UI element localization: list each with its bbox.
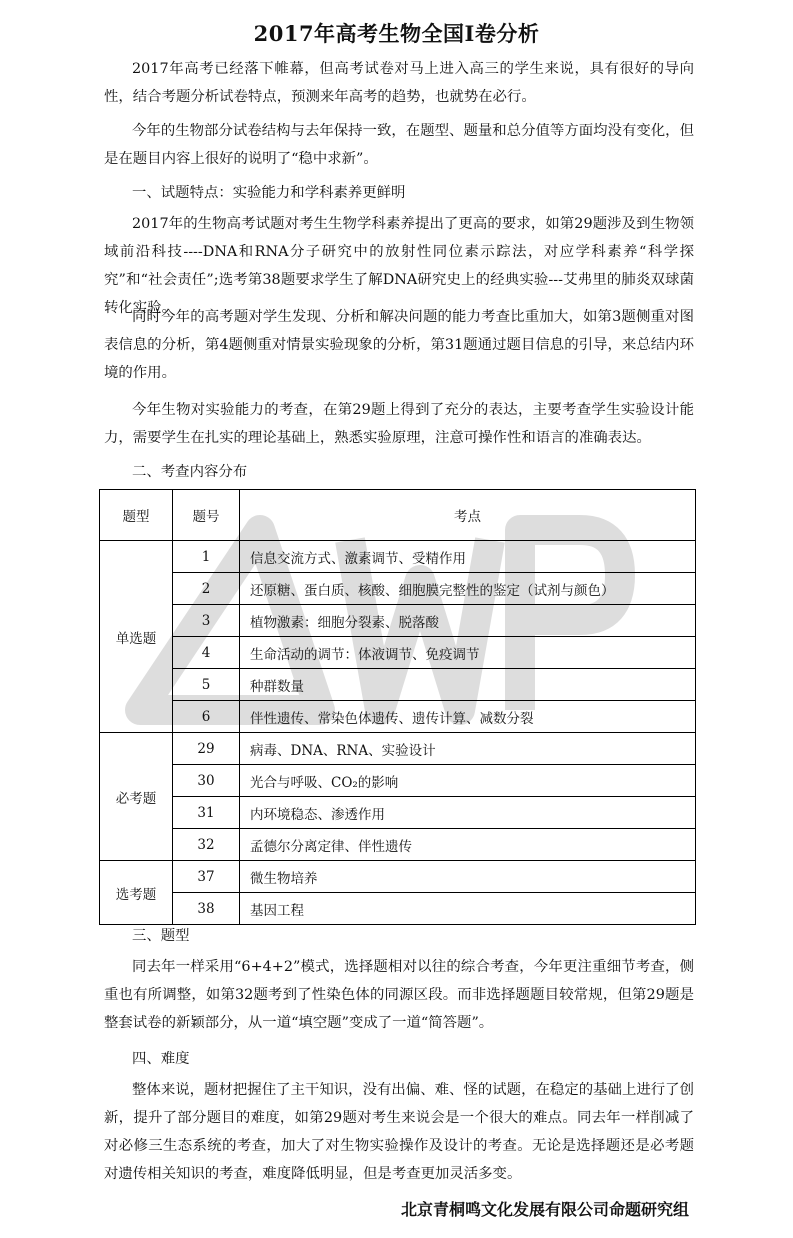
question-point: 信息交流方式、激素调节、受精作用 [240, 541, 696, 573]
header-point: 考点 [240, 490, 696, 541]
intro-paragraph-2: 今年的生物部分试卷结构与去年保持一致，在题型、题量和总分值等方面均没有变化，但是在题目内容上很好的说明了“稳中求新”。 [104, 123, 694, 167]
question-point: 还原糖、蛋白质、核酸、细胞膜完整性的鉴定（试剂与颜色） [240, 573, 696, 605]
intro-paragraph-1: 2017年高考已经落下帷幕，但高考试卷对马上进入高三的学生来说，具有很好的导向性，结合考题分析试卷特点，预测来年高考的趋势，也就势在必行。 [104, 61, 694, 105]
question-point: 孟德尔分离定律、伴性遗传 [240, 829, 696, 861]
table-row [100, 733, 696, 765]
question-number: 3 [173, 605, 240, 637]
question-point: 内环境稳态、渗透作用 [240, 797, 696, 829]
question-point: 光合与呼吸、CO₂的影响 [240, 765, 696, 797]
question-number: 30 [173, 765, 240, 797]
group-elective: 选考题 [100, 861, 173, 925]
paragraph-question-types: 同去年一样采用“6+4+2”模式，选择题相对以往的综合考查，今年更注重细节考查，侧重也有所调整，如第32题考到了性染色体的同源区段。而非选择题题目较常规，但第29题是整套试卷的新颖部分，从一道“填空题”变成了一道“简答题”。 [104, 959, 694, 1031]
question-number: 37 [173, 861, 240, 893]
table-row [100, 861, 696, 893]
question-number: 38 [173, 893, 240, 925]
question-number: 32 [173, 829, 240, 861]
question-number: 31 [173, 797, 240, 829]
paragraph-difficulty: 整体来说，题材把握住了主干知识，没有出偏、难、怪的试题，在稳定的基础上进行了创新，提升了部分题目的难度，如第29题对考生来说会是一个很大的难点。同去年一样削减了对必修三生态系统的考查，加大了对生物实验操作及设计的考查。无论是选择题还是必考题对遗传相关知识的考查，难度降低明显，但是考查更加灵活多变。 [104, 1082, 694, 1182]
table-row [100, 829, 696, 861]
table-row [100, 765, 696, 797]
table-row [100, 541, 696, 573]
question-point: 植物激素：细胞分裂素、脱落酸 [240, 605, 696, 637]
paragraph-features: 2017年的生物高考试题对考生生物学科素养提出了更高的要求，如第29题涉及到生物领域前沿科技----DNA和RNA分子研究中的放射性同位素示踪法，对应学科素养“科学探究”和“社会责任”;选考第38题要求学生了解DNA研究史上的经典实验---艾弗里的肺炎双球菌转化实验。 [104, 216, 694, 316]
table-row [100, 669, 696, 701]
paragraph-experiment: 今年生物对实验能力的考查，在第29题上得到了充分的表达，主要考查学生实验设计能力，需要学生在扎实的理论基础上，熟悉实验原理，注意可操作性和语言的准确表达。 [104, 402, 694, 446]
table-row [100, 605, 696, 637]
question-number: 5 [173, 669, 240, 701]
group-single-choice: 单选题 [100, 541, 173, 733]
paragraph-ability: 同时今年的高考题对学生发现、分析和解决问题的能力考查比重加大，如第3题侧重对图表信息的分析，第4题侧重对情景实验现象的分析，第31题通过题目信息的引导，来总结内环境的作用。 [104, 309, 694, 381]
table-header-row [100, 490, 696, 541]
header-type: 题型 [100, 490, 173, 541]
question-point: 种群数量 [240, 669, 696, 701]
table-row [100, 573, 696, 605]
question-point: 病毒、DNA、RNA、实验设计 [240, 733, 696, 765]
question-number: 6 [173, 701, 240, 733]
table-row [100, 701, 696, 733]
question-number: 29 [173, 733, 240, 765]
group-required: 必考题 [100, 733, 173, 861]
question-number: 2 [173, 573, 240, 605]
section-heading-3: 三、题型 [132, 928, 190, 944]
table-row [100, 797, 696, 829]
question-point: 生命活动的调节：体液调节、免疫调节 [240, 637, 696, 669]
question-number: 4 [173, 637, 240, 669]
table-row [100, 637, 696, 669]
question-number: 1 [173, 541, 240, 573]
content-distribution-table [99, 489, 696, 925]
header-number: 题号 [173, 490, 240, 541]
section-heading-1: 一、试题特点：实验能力和学科素养更鲜明 [132, 185, 406, 201]
question-point: 基因工程 [240, 893, 696, 925]
question-point: 伴性遗传、常染色体遗传、遗传计算、减数分裂 [240, 701, 696, 733]
section-heading-2: 二、考查内容分布 [132, 464, 248, 480]
page-title: 2017年高考生物全国Ⅰ卷分析 [253, 21, 540, 46]
footer-organization: 北京青桐鸣文化发展有限公司命题研究组 [400, 1200, 689, 1219]
table-row [100, 893, 696, 925]
section-heading-4: 四、难度 [132, 1051, 190, 1067]
question-point: 微生物培养 [240, 861, 696, 893]
